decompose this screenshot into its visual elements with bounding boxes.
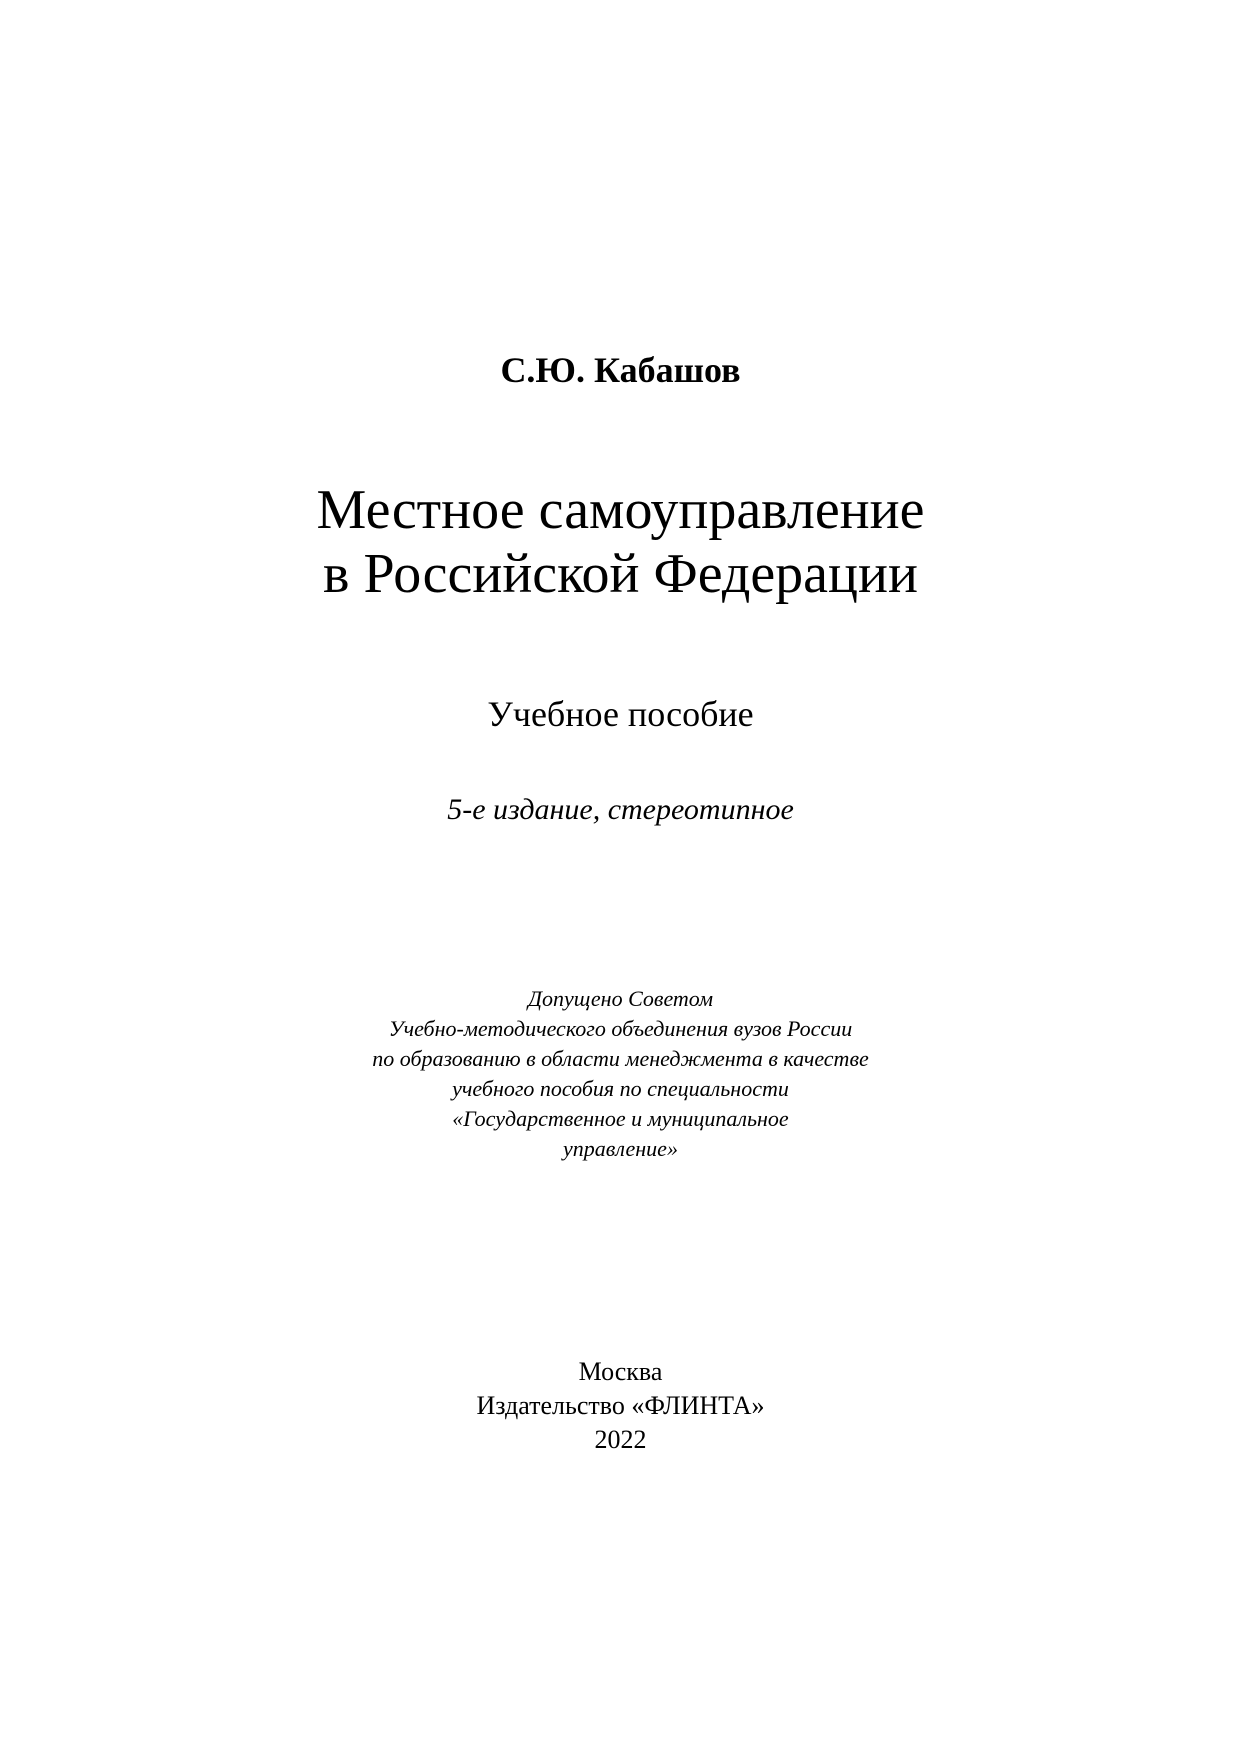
approval-statement [0, 984, 1241, 1164]
book-title [0, 478, 1241, 606]
author-name: С.Ю. Кабашов [500, 350, 741, 390]
approval-line: «Государственное и муниципальное [452, 1106, 789, 1131]
approval-line: Допущено Советом [527, 986, 714, 1011]
approval-line: учебного пособия по специальности [452, 1076, 789, 1101]
publisher-imprint [0, 1355, 1241, 1457]
imprint-year: 2022 [594, 1425, 647, 1454]
book-subtitle: Учебное пособие [487, 694, 754, 734]
approval-line: Учебно-методического объединения вузов России [388, 1016, 853, 1041]
edition-note: 5-е издание, стереотипное [447, 793, 794, 826]
book-title-line-2: в Российской Федерации [323, 543, 918, 605]
approval-line: управление» [563, 1136, 678, 1161]
approval-line: по образованию в области менеджмента в качестве [372, 1046, 869, 1071]
imprint-publisher: Издательство «ФЛИНТА» [476, 1391, 765, 1420]
imprint-city: Москва [578, 1357, 663, 1386]
book-title-line-1: Местное самоуправление [316, 479, 925, 541]
